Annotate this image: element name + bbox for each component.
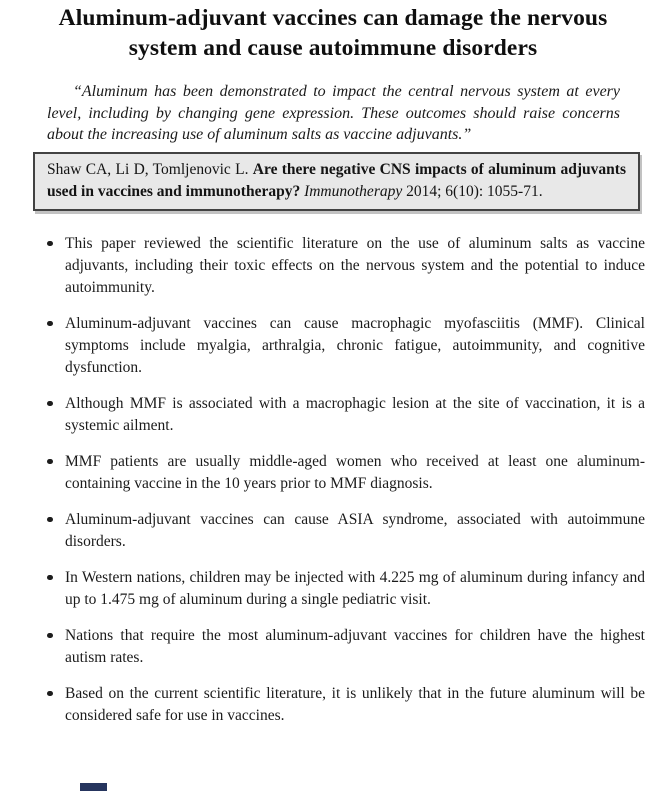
list-item (65, 313, 645, 379)
footer-accent-bar (80, 783, 107, 791)
list-item (65, 393, 645, 437)
bullet-icon (47, 241, 53, 247)
list-item-text: Based on the current scientific literature, it is unlikely that in the future aluminum will be considered safe for use in vaccines. (65, 684, 645, 724)
bullet-icon (47, 321, 53, 327)
bullet-icon (47, 633, 53, 639)
citation-authors: Shaw CA, Li D, Tomljenovic L. (47, 160, 253, 178)
list-item (65, 233, 645, 299)
list-item (65, 509, 645, 553)
list-item-text: MMF patients are usually middle-aged women who received at least one aluminum-containing vaccine in the 10 years prior to MMF diagnosis. (65, 452, 645, 492)
page-title (0, 0, 666, 63)
bullet-icon (47, 401, 53, 407)
bullet-icon (47, 517, 53, 523)
list-item (65, 451, 645, 495)
list-item-text: Nations that require the most aluminum-adjuvant vaccines for children have the highest autism rates. (65, 626, 645, 666)
key-points-list (0, 233, 666, 727)
pull-quote: “Aluminum has been demonstrated to impact the central nervous system at every level, including by changing gene expression. These outcomes should raise concerns about the increasing use of aluminum salts as vaccine adjuvants.” (47, 83, 620, 143)
list-item-text: Aluminum-adjuvant vaccines can cause ASIA syndrome, associated with autoimmune disorders. (65, 510, 645, 550)
page-title-line-1: Aluminum-adjuvant vaccines can damage the nervous (58, 5, 608, 31)
page-title-line-2: system and cause autoimmune disorders (128, 35, 538, 61)
list-item-text: Aluminum-adjuvant vaccines can cause macrophagic myofasciitis (MMF). Clinical symptoms include myalgia, arthralgia, chronic fatigue, autoimmunity, and cognitive dysfunction. (65, 314, 645, 376)
bullet-icon (47, 575, 53, 581)
bullet-icon (47, 691, 53, 697)
citation-journal: Immunotherapy (304, 182, 403, 200)
bullet-icon (47, 459, 53, 465)
list-item (65, 683, 645, 727)
list-item-text: Although MMF is associated with a macrophagic lesion at the site of vaccination, it is a systemic ailment. (65, 394, 645, 434)
list-item-text: This paper reviewed the scientific literature on the use of aluminum salts as vaccine adjuvants, including their toxic effects on the nervous system and the potential to induce autoimmunity. (65, 234, 645, 296)
citation-article-title: Are there negative CNS impacts of aluminum adjuvants used in vaccines and immunotherapy? (47, 160, 626, 200)
citation-details: 2014; 6(10): 1055-71. (402, 182, 543, 200)
list-item (65, 625, 645, 669)
list-item (65, 567, 645, 611)
citation-box (33, 152, 640, 211)
list-item-text: In Western nations, children may be injected with 4.225 mg of aluminum during infancy and up to 1.475 mg of aluminum during a single pediatric visit. (65, 568, 645, 608)
